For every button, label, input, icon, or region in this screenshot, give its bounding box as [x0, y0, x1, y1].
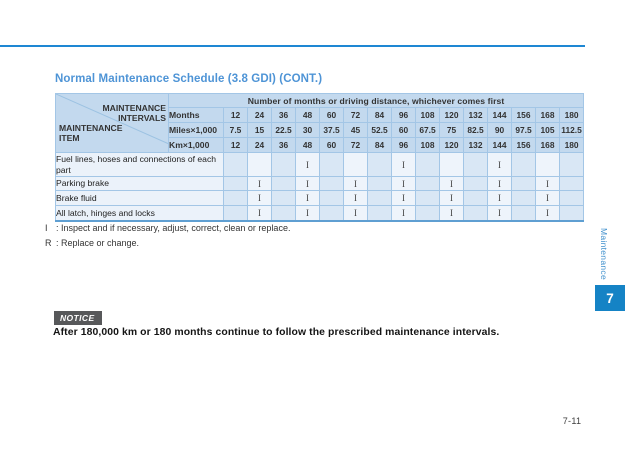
corner-item-label: MAINTENANCE ITEM — [59, 123, 123, 144]
legend-text: : Inspect and if necessary, adjust, correct, clean or replace. — [56, 223, 291, 233]
item-row — [56, 177, 584, 191]
mark-cell: I — [488, 153, 512, 177]
mark-cell: I — [440, 191, 464, 206]
interval-value-cell: 156 — [512, 108, 536, 123]
mark-cell — [320, 206, 344, 221]
interval-value-cell: 180 — [560, 138, 584, 153]
notice-badge: NOTICE — [54, 311, 102, 325]
interval-value-cell: 15 — [248, 123, 272, 138]
interval-value-cell: 36 — [272, 108, 296, 123]
legend-item-inspect — [45, 221, 290, 236]
interval-value-cell: 52.5 — [368, 123, 392, 138]
table-corner-cell — [56, 94, 169, 153]
interval-value-cell: 132 — [464, 138, 488, 153]
interval-value-cell: 67.5 — [416, 123, 440, 138]
mark-cell — [272, 191, 296, 206]
mark-cell — [272, 206, 296, 221]
mark-cell — [272, 153, 296, 177]
page-title: Normal Maintenance Schedule (3.8 GDI) (CONT.) — [55, 73, 323, 85]
item-row — [56, 191, 584, 206]
mark-cell — [560, 206, 584, 221]
interval-value-cell: 112.5 — [560, 123, 584, 138]
mark-cell — [416, 206, 440, 221]
mark-cell: I — [536, 206, 560, 221]
interval-value-cell: 96 — [392, 138, 416, 153]
interval-value-cell: 97.5 — [512, 123, 536, 138]
mark-cell — [248, 153, 272, 177]
interval-value-cell: 48 — [296, 108, 320, 123]
interval-value-cell: 82.5 — [464, 123, 488, 138]
interval-value-cell: 105 — [536, 123, 560, 138]
mark-cell: I — [296, 191, 320, 206]
maintenance-schedule — [55, 93, 584, 222]
interval-value-cell: 60 — [320, 108, 344, 123]
interval-value-cell: 60 — [320, 138, 344, 153]
mark-cell: I — [536, 191, 560, 206]
mark-cell — [224, 153, 248, 177]
interval-value-cell: 75 — [440, 123, 464, 138]
item-row-label: All latch, hinges and locks — [56, 206, 224, 221]
mark-cell: I — [440, 177, 464, 191]
interval-row-label: Miles×1,000 — [169, 123, 224, 138]
mark-cell: I — [488, 177, 512, 191]
interval-value-cell: 96 — [392, 108, 416, 123]
interval-value-cell: 120 — [440, 138, 464, 153]
mark-cell — [224, 191, 248, 206]
mark-cell — [464, 206, 488, 221]
mark-cell: I — [248, 206, 272, 221]
interval-value-cell: 144 — [488, 138, 512, 153]
interval-value-cell: 132 — [464, 108, 488, 123]
page-number: 7-11 — [562, 416, 582, 426]
table-header-row — [56, 94, 584, 108]
mark-cell — [560, 177, 584, 191]
interval-value-cell: 144 — [488, 108, 512, 123]
mark-cell — [368, 153, 392, 177]
interval-value-cell: 84 — [368, 138, 392, 153]
item-row — [56, 153, 584, 177]
mark-cell: I — [536, 177, 560, 191]
interval-value-cell: 22.5 — [272, 123, 296, 138]
mark-cell — [416, 191, 440, 206]
mark-cell: I — [296, 206, 320, 221]
interval-value-cell: 12 — [224, 108, 248, 123]
mark-cell — [320, 177, 344, 191]
notice-text: After 180,000 km or 180 months continue to follow the prescribed maintenance intervals. — [53, 327, 500, 338]
mark-cell — [224, 206, 248, 221]
legend-text: : Replace or change. — [56, 238, 140, 248]
interval-value-cell: 84 — [368, 108, 392, 123]
mark-cell — [464, 191, 488, 206]
mark-cell — [320, 153, 344, 177]
interval-value-cell: 24 — [248, 138, 272, 153]
chapter-side-label: Maintenance — [599, 228, 609, 280]
mark-cell — [464, 153, 488, 177]
mark-cell: I — [344, 191, 368, 206]
mark-cell — [368, 177, 392, 191]
legend-symbol: I — [45, 223, 48, 233]
mark-cell: I — [296, 177, 320, 191]
legend-item-replace — [45, 236, 290, 251]
interval-value-cell: 168 — [536, 108, 560, 123]
mark-cell — [560, 191, 584, 206]
item-row-label: Parking brake — [56, 177, 224, 191]
interval-value-cell: 12 — [224, 138, 248, 153]
interval-value-cell: 108 — [416, 108, 440, 123]
interval-row-label: Months — [169, 108, 224, 123]
interval-value-cell: 36 — [272, 138, 296, 153]
interval-value-cell: 60 — [392, 123, 416, 138]
header-rule — [0, 45, 585, 47]
mark-cell: I — [392, 153, 416, 177]
interval-value-cell: 24 — [248, 108, 272, 123]
mark-cell: I — [392, 191, 416, 206]
interval-value-cell: 48 — [296, 138, 320, 153]
interval-value-cell: 108 — [416, 138, 440, 153]
mark-cell — [416, 177, 440, 191]
interval-value-cell: 7.5 — [224, 123, 248, 138]
mark-cell: I — [344, 206, 368, 221]
mark-cell — [512, 206, 536, 221]
mark-cell — [512, 153, 536, 177]
mark-cell: I — [248, 191, 272, 206]
mark-cell — [512, 177, 536, 191]
mark-cell — [272, 177, 296, 191]
mark-cell: I — [440, 206, 464, 221]
mark-cell: I — [296, 153, 320, 177]
mark-cell — [512, 191, 536, 206]
mark-cell — [464, 177, 488, 191]
interval-row-label: Km×1,000 — [169, 138, 224, 153]
corner-intervals-label: MAINTENANCE INTERVALS — [102, 102, 166, 123]
mark-cell — [368, 191, 392, 206]
mark-cell — [416, 153, 440, 177]
mark-cell: I — [248, 177, 272, 191]
legend-symbol: R — [45, 238, 52, 248]
mark-cell — [536, 153, 560, 177]
interval-value-cell: 72 — [344, 138, 368, 153]
interval-value-cell: 37.5 — [320, 123, 344, 138]
interval-value-cell: 120 — [440, 108, 464, 123]
interval-value-cell: 156 — [512, 138, 536, 153]
mark-cell: I — [344, 177, 368, 191]
interval-value-cell: 45 — [344, 123, 368, 138]
mark-cell — [440, 153, 464, 177]
table-span-header: Number of months or driving distance, whichever comes first — [169, 94, 584, 108]
mark-cell: I — [392, 177, 416, 191]
mark-cell — [224, 177, 248, 191]
legend — [45, 221, 290, 251]
mark-cell: I — [488, 206, 512, 221]
interval-value-cell: 72 — [344, 108, 368, 123]
item-row-label: Fuel lines, hoses and connections of each part — [56, 153, 224, 177]
mark-cell — [344, 153, 368, 177]
item-row-label: Brake fluid — [56, 191, 224, 206]
mark-cell — [320, 191, 344, 206]
mark-cell — [368, 206, 392, 221]
interval-value-cell: 30 — [296, 123, 320, 138]
interval-value-cell: 90 — [488, 123, 512, 138]
maintenance-schedule-table — [55, 93, 584, 222]
item-row — [56, 206, 584, 221]
interval-value-cell: 180 — [560, 108, 584, 123]
interval-value-cell: 168 — [536, 138, 560, 153]
mark-cell: I — [488, 191, 512, 206]
mark-cell: I — [392, 206, 416, 221]
chapter-number-tab: 7 — [595, 285, 625, 311]
mark-cell — [560, 153, 584, 177]
